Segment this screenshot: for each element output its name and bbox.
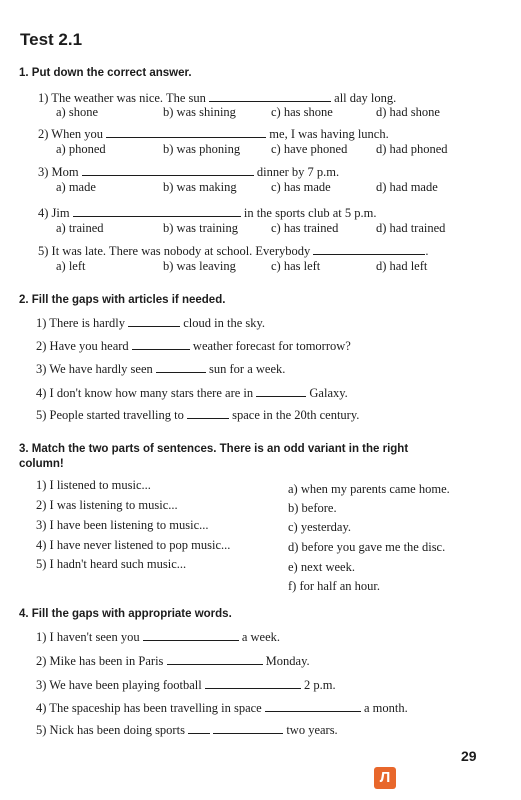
- answer-blank: [209, 90, 331, 102]
- sentence-start: 4) The spaceship has been travelling in space: [36, 701, 262, 715]
- sentence-start: 2) Mike has been in Paris: [36, 654, 164, 668]
- match-right-item: a) when my parents came home.: [288, 482, 450, 496]
- match-right-item: e) next week.: [288, 560, 355, 574]
- option: b) was phoning: [163, 142, 241, 156]
- publisher-logo: Л: [374, 767, 396, 789]
- option: c) have phoned: [271, 142, 348, 156]
- answer-blank: [132, 338, 190, 350]
- option: a) phoned: [56, 142, 106, 156]
- answer-blank: [188, 722, 210, 734]
- answer-blank: [167, 653, 263, 665]
- option: d) had shone: [376, 105, 440, 119]
- q3-text-end: dinner by 7 p.m.: [256, 165, 340, 179]
- option: d) had trained: [376, 221, 446, 235]
- task4-q2: [36, 653, 310, 669]
- task2-q2: [36, 338, 351, 354]
- option: c) has shone: [271, 105, 333, 119]
- task3-heading-cont: column!: [19, 458, 64, 470]
- sentence-start: 1) I haven't seen you: [36, 630, 140, 644]
- sentence-end: a week.: [241, 630, 281, 644]
- test-title: Test 2.1: [20, 30, 83, 49]
- sentence-end: Galaxy.: [309, 386, 348, 400]
- answer-blank: [256, 385, 306, 397]
- task4-q5: [36, 722, 338, 738]
- option: d) had made: [376, 180, 438, 194]
- match-left-item: 3) I have been listening to music...: [36, 518, 209, 532]
- match-right-item: f) for half an hour.: [288, 579, 380, 593]
- match-left-item: 4) I have never listened to pop music...: [36, 538, 231, 552]
- task2-q3: [36, 361, 285, 377]
- option: b) was training: [163, 221, 238, 235]
- option: b) was making: [163, 180, 237, 194]
- task1-q2: [38, 126, 389, 142]
- task1-q1: [38, 90, 396, 106]
- q5-text-end: .: [425, 244, 429, 258]
- match-right-item: c) yesterday.: [288, 520, 352, 534]
- task4-q3: [36, 677, 336, 693]
- sentence-end: weather forecast for tomorrow?: [192, 339, 351, 353]
- answer-blank: [73, 205, 241, 217]
- answer-blank: [156, 361, 206, 373]
- answer-blank: [205, 677, 301, 689]
- sentence-end: two years.: [286, 723, 338, 737]
- task4-q1: [36, 629, 280, 645]
- task1-heading: 1. Put down the correct answer.: [19, 67, 192, 79]
- task1-q4: [38, 205, 376, 221]
- option: b) was shining: [163, 105, 236, 119]
- match-right-item: d) before you gave me the disc.: [288, 540, 446, 554]
- q1-text-end: all day long.: [334, 91, 397, 105]
- sentence-start: 1) There is hardly: [36, 316, 125, 330]
- q4-text-end: in the sports club at 5 p.m.: [243, 206, 377, 220]
- option: a) shone: [56, 105, 98, 119]
- sentence-end: cloud in the sky.: [183, 316, 266, 330]
- sentence-start: 5) People started travelling to: [36, 408, 184, 422]
- q1-text-start: 1) The weather was nice. The sun: [38, 91, 206, 105]
- option: a) made: [56, 180, 96, 194]
- task1-q3: [38, 164, 339, 180]
- sentence-end: sun for a week.: [209, 362, 286, 376]
- task1-q5: [38, 243, 429, 259]
- option: a) left: [56, 259, 86, 273]
- option: d) had left: [376, 259, 428, 273]
- option: d) had phoned: [376, 142, 448, 156]
- answer-blank: [106, 126, 266, 138]
- task2-heading: 2. Fill the gaps with articles if needed.: [19, 294, 226, 306]
- q2-text-end: me, I was having lunch.: [269, 127, 389, 141]
- match-left-item: 5) I hadn't heard such music...: [36, 557, 187, 571]
- option: a) trained: [56, 221, 104, 235]
- sentence-end: a month.: [363, 701, 408, 715]
- q2-text-start: 2) When you: [38, 127, 104, 141]
- sentence-end: space in the 20th century.: [232, 408, 360, 422]
- task2-q5: [36, 407, 359, 423]
- q4-text-start: 4) Jim: [38, 206, 70, 220]
- match-left-item: 1) I listened to music...: [36, 478, 151, 492]
- q3-text-start: 3) Mom: [38, 165, 79, 179]
- answer-blank: [82, 164, 254, 176]
- page-number: 29: [461, 748, 477, 764]
- q5-text-start: 5) It was late. There was nobody at school. Everybody: [38, 244, 311, 258]
- task3-heading: 3. Match the two parts of sentences. There is an odd variant in the right: [19, 443, 409, 455]
- sentence-start: 4) I don't know how many stars there are in: [36, 386, 254, 400]
- option: c) has made: [271, 180, 331, 194]
- answer-blank: [265, 700, 361, 712]
- task2-q4: [36, 385, 348, 401]
- sentence-start: 5) Nick has been doing sports: [36, 723, 185, 737]
- sentence-start: 3) We have hardly seen: [36, 362, 153, 376]
- option: b) was leaving: [163, 259, 236, 273]
- task4-q4: [36, 700, 408, 716]
- answer-blank: [313, 243, 425, 255]
- task2-q1: [36, 315, 265, 331]
- option: c) has trained: [271, 221, 339, 235]
- task4-heading: 4. Fill the gaps with appropriate words.: [19, 608, 232, 620]
- sentence-end: Monday.: [265, 654, 310, 668]
- sentence-start: 3) We have been playing football: [36, 678, 202, 692]
- match-right-item: b) before.: [288, 501, 337, 515]
- answer-blank: [143, 629, 239, 641]
- sentence-start: 2) Have you heard: [36, 339, 129, 353]
- option: c) has left: [271, 259, 321, 273]
- match-left-item: 2) I was listening to music...: [36, 498, 178, 512]
- answer-blank: [213, 722, 283, 734]
- sentence-end: 2 p.m.: [303, 678, 336, 692]
- answer-blank: [128, 315, 180, 327]
- answer-blank: [187, 407, 229, 419]
